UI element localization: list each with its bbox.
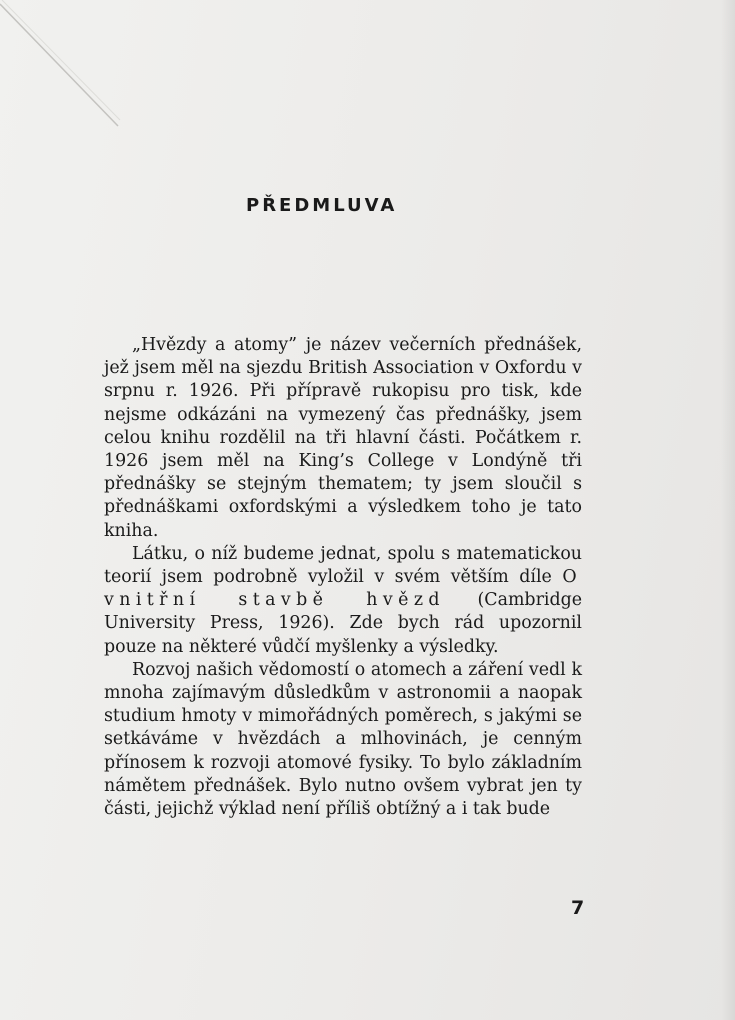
page-number: 7 (571, 897, 585, 919)
preface-text (104, 334, 582, 821)
page-crease-mark (0, 0, 140, 140)
paragraph-3: Rozvoj našich vědomostí o atomech a záření vedl k mnoha zajímavým důsledkům v astronomii a naopak studium hmoty v mimořádných poměrech, s jakými se setkáváme v hvězdách a mlhovinách, je cenným přínosem k rozvoji atomové fysiky. To bylo základním námětem přednášek. Bylo nutno ovšem vybrat jen ty části, jejichž výklad není příliš obtížný a i tak bude (104, 659, 582, 820)
page-edge-shadow (721, 0, 735, 1020)
page-title: PŘEDMLUVA (246, 195, 398, 216)
paragraph-1: „Hvězdy a atomy” je název večerních přednášek, jež jsem měl na sjezdu British Association v Oxfordu v srpnu r. 1926. Při přípravě rukopisu pro tisk, kde nejsme odkázáni na vymezený čas přednášky, jsem celou knihu rozdělil na tři hlavní části. Počátkem r. 1926 jsem měl na King’s College v Londýně tři přednášky se stejným thematem; ty jsem sloučil s přednáškami oxfordskými a výsledkem toho je tato kniha. (104, 335, 582, 541)
paragraph-2 (104, 543, 582, 659)
paragraph-2-after: (Cambridge University Press, 1926). Zde bych rád upozornil pouze na některé vůdčí myšlenky a výsledky. (104, 590, 582, 657)
book-title-spaced: O vnitřní stavbě hvězd (104, 567, 582, 611)
paragraph-2-before: Látku, o níž budeme jednat, spolu s matematickou teorií jsem podrobně vyložil v svém větším díle (104, 543, 582, 588)
